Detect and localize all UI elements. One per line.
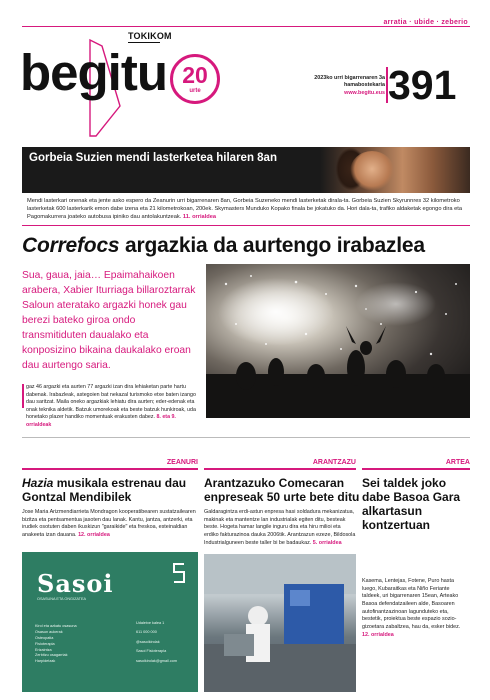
sasoi-subtitle: OSASUNA ETA ONGIZATEA xyxy=(37,597,87,601)
website-link[interactable]: www.begitu.eus xyxy=(344,89,385,96)
issue-date: 2023ko urri bigarrenaren 3a xyxy=(314,75,385,81)
contact-address: Udaletxe kalea 1 xyxy=(136,621,165,625)
main-body: gaz 46 argazki eta aurten 77 argazki izan dira lehiaketan parte hartu dabenak. Irabazleak, astegoien bat nekazal turismoko etxe baten izango dau saritzat. Maila oneko argazkiak lehiatu dira aurten; eder-edenak eta onak teknika aldetik. Batzuk umorekoak eta beste batzuk hunkiroak, uda honetako plazer handiko momentuak erakusten dabez. 8. eta 9. orrialdeak xyxy=(26,384,196,428)
banner-body: Mendi lasterkari onenak eta jente asko espero da Zeanurin urri bigarrenaren 8an, Gorbeia Suzeneko mendi lasterketak dirala-ta. Gorbeia Suzien Skyrunnres 32 kilometroko lasterketak 600 lasterkarik emon dabe izena eta 21 kilometrokoan, 200ek. Skymasters Munduko Kopako finala be jokatuko da. Hori dala-ta, trafiko aldaketak egongo dira eta Pagomakurrera joateko autobusa ipiniko dau antolakuntzeak. 11. orrialdea xyxy=(27,198,463,220)
anniversary-label: urte xyxy=(189,88,201,94)
contact-phone[interactable]: 611 000 000 xyxy=(136,630,157,635)
arantzazu-headline[interactable]: Arantzazuko Comecaran enpreseak 50 urte bete ditu xyxy=(204,476,360,505)
region-names: arratia · ubide · zeberio xyxy=(383,19,468,26)
list-item: Fisioterapia xyxy=(35,641,55,646)
fireworks-scene xyxy=(206,264,470,418)
list-item: Osteopatia xyxy=(35,635,54,640)
arantzazu-body: Galdaragintza erdi-astun enpresa hasi soldadura mekanizatua, makinak eta mantentze lan industrialak egiten ditu, besteak beste. Hogeta hamar langile inguru dira eta hiru milioi eta erdiko fakturazinoa dauka 2006tik. Arantzazun ezeze, Bildosola Industrialguneen beste taller bi be badaukaz. 5. orrialdea xyxy=(204,509,356,546)
artea-headline[interactable]: Sei taldek joko dabe Basoa Gara alkartasun kontzertuan xyxy=(362,476,461,533)
masthead-logo: begitu xyxy=(20,44,167,101)
contact-social[interactable]: @sasoikirolak xyxy=(136,639,160,644)
factory-photo-comecaran xyxy=(204,554,356,692)
list-item: Erizaintza xyxy=(35,647,52,652)
sasoi-logo: Sasoi xyxy=(37,569,114,598)
list-item: Zerbitzu osagarriak xyxy=(35,653,68,658)
banner-headline[interactable]: Gorbeia Suzien mendi lasterketea hilaren 8an xyxy=(29,152,277,164)
artea-page-link[interactable]: 12. orrialdea xyxy=(362,631,394,638)
section-zeanuri: ZEANURI xyxy=(166,459,198,466)
artea-body: Kasema, Lentejas, Fotene, Puro hasta luego, Kubaraitkas eta Niño Feriante taldeek, uri bigarrenaren 15ean, Arteako Basoa defendatzaileen alde, Basoaren autofinantzazinoan lagunduteko eta, bestetik, proiektua beste espazio sozio-gizoetara zabaltzea, hau da, esker bidez. 12. orrialdea xyxy=(362,578,461,638)
sasoi-emblem-icon xyxy=(170,562,188,584)
top-rule xyxy=(22,26,470,27)
sasoi-services-list xyxy=(35,624,125,665)
banner-page-link[interactable]: 11. orrialdea xyxy=(182,213,217,220)
banner-bottom-rule xyxy=(22,225,470,226)
banner-photo-face xyxy=(350,151,394,191)
issue-info xyxy=(293,75,385,97)
zeanuri-rule xyxy=(22,468,198,470)
main-page-link[interactable]: 8. eta 9. orrialdeak xyxy=(26,414,176,428)
list-item: Kirol eta azkatu osasuna xyxy=(35,624,77,628)
section-artea: ARTEA xyxy=(445,459,470,466)
zeanuri-page-link[interactable]: 12. orrialdea xyxy=(78,532,110,539)
factory-scene xyxy=(204,554,356,692)
main-headline[interactable]: Correfocs argazkia da aurtengo irabazlea xyxy=(22,234,425,257)
main-bottom-rule xyxy=(22,437,470,438)
artea-rule xyxy=(362,468,470,470)
contact-email[interactable]: sasoikirolak@gmail.com xyxy=(136,658,177,663)
issue-frequency: hamabostekaria xyxy=(343,82,385,89)
publisher-name: TOKIKOM xyxy=(128,31,172,41)
main-photo-correfocs xyxy=(206,264,470,418)
list-item: Harpidetzak xyxy=(35,659,56,664)
main-lead: Sua, gaua, jaia… Epaimahaikoen arabera, Xabier Iturriaga billaroztarrak Saloun ateratako argazki honek gau berezi bateko giroa ondo transmitiduten daualako eta konposizino bikaina daukalako eroan dau aurtengo saria. xyxy=(22,270,196,372)
publisher-underline xyxy=(128,42,160,43)
anniversary-number: 20 xyxy=(182,62,208,88)
main-dropcap-bar xyxy=(22,384,24,408)
zeanuri-headline[interactable]: Hazia musikala estrenau dau Gontzal Mendibilek xyxy=(22,476,187,505)
zeanuri-body: Jose Maria Arizmendiarrieta Mondragon kooperatibearen sustatzailearen bizitza eta pentsamentua jasoten dau lanak. Kantu, jantza, antzerki, eta irudiek osotuten daben ikuskizun "garaikide" eta freskoa, esteinaldian anakeeta izan dauana. 12. orrialdea xyxy=(22,509,196,539)
issue-number: 391 xyxy=(388,62,457,108)
arantzazu-page-link[interactable]: 5. orrialdea xyxy=(312,539,342,546)
list-item: Osasun aukerak xyxy=(35,629,63,634)
section-arantzazu: ARANTZAZU xyxy=(312,459,356,466)
contact-name: Sasoi Fisioterapia xyxy=(136,649,167,654)
arantzazu-rule xyxy=(204,468,356,470)
sasoi-contact-list xyxy=(136,619,177,666)
